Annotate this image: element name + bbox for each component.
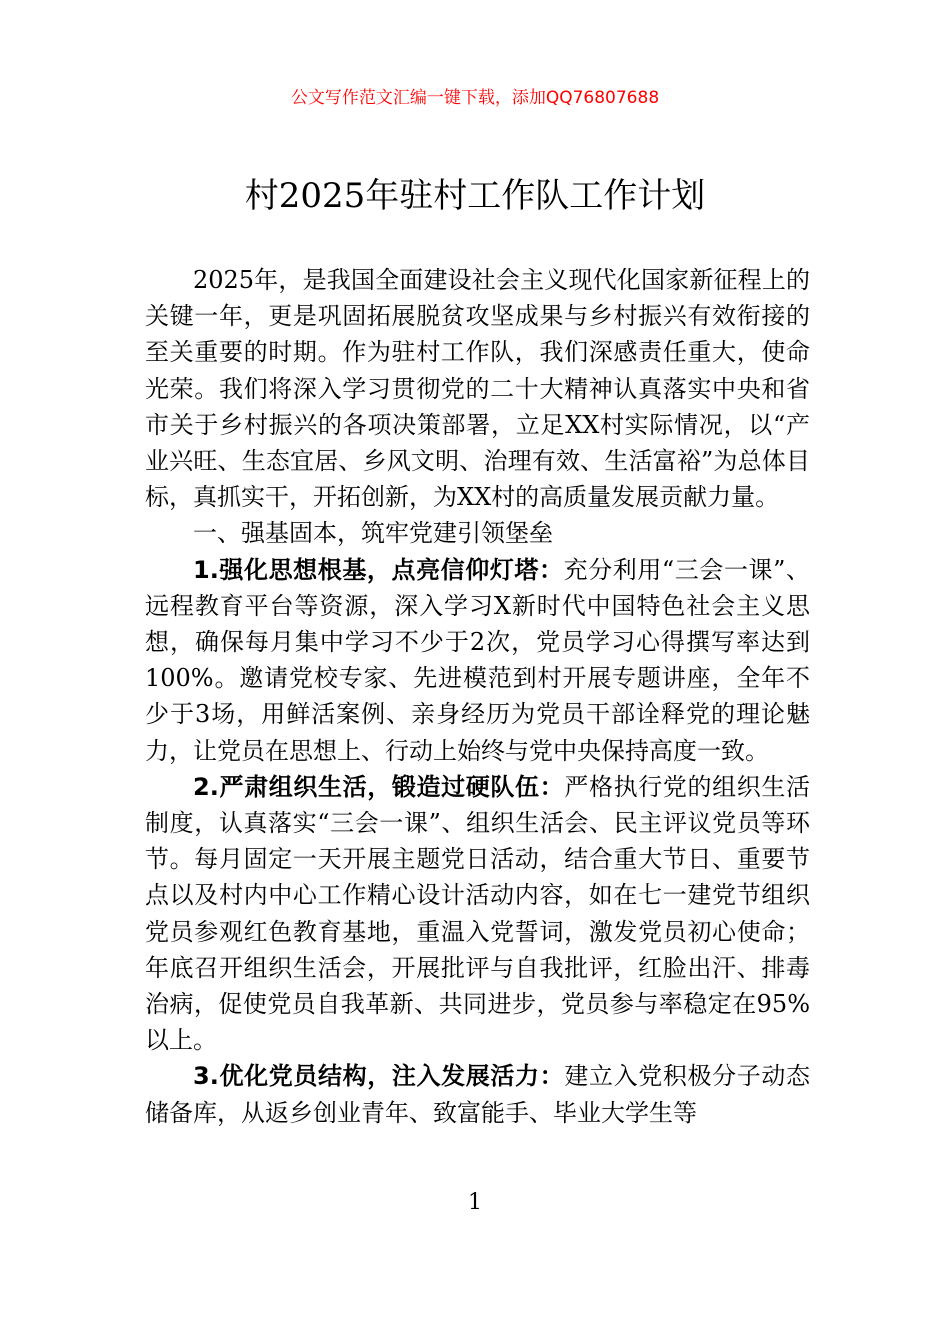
list-item — [145, 769, 810, 1059]
list-item — [145, 1058, 810, 1130]
item-text: 建立入党积极分子动态储备库，从返乡创业青年、致富能手、毕业大学生等 — [145, 1062, 811, 1127]
item-lead: 1.强化思想根基，点亮信仰灯塔： — [193, 555, 564, 584]
section-heading: 一、强基固本，筑牢党建引领堡垒 — [193, 519, 553, 548]
document-title: 村2025年驻村工作队工作计划 — [244, 176, 706, 216]
item-lead: 2.严肃组织生活，锻造过硬队伍： — [193, 772, 565, 801]
page-number: 1 — [468, 1190, 482, 1215]
item-text: 严格执行党的组织生活制度，认真落实“三会一课”、组织生活会、民主评议党员等环节。每月固定一天开展主题党日活动，结合重大节日、重要节点以及村内中心工作精心设计活动内容，如在七一建党节组织党员参观红色教育基地，重温入党誓词，激发党员初心使命；年底召开组织生活会，开展批评与自我批评，红脸出汗、排毒治病，促使党员自我革新、共同进步，党员参与率稳定在95%以上。 — [145, 772, 811, 1055]
list-item — [145, 552, 810, 769]
intro-paragraph: 2025年，是我国全面建设社会主义现代化国家新征程上的关键一年，更是巩固拓展脱贫攻坚成果与乡村振兴有效衔接的至关重要的时期。作为驻村工作队，我们深感责任重大，使命光荣。我们将深入学习贯彻党的二十大精神认真落实中央和省市关于乡村振兴的各项决策部署，立足XX村实际情况，以“产业兴旺、生态宜居、乡风文明、治理有效、生活富裕”为总体目标，真抓实干，开拓创新，为XX村的高质量发展贡献力量。 — [145, 266, 810, 512]
item-text: 充分利用“三会一课”、远程教育平台等资源，深入学习X新时代中国特色社会主义思想，确保每月集中学习不少于2次，党员学习心得撰写率达到100%。邀请党校专家、先进模范到村开展专题讲座，全年不少于3场，用鲜活案例、亲身经历为党员干部诠释党的理论魅力，让党员在思想上、行动上始终与党中央保持高度一致。 — [145, 555, 810, 765]
download-notice: 公文写作范文汇编一键下载，添加QQ76807688 — [290, 88, 660, 108]
document-body — [145, 262, 810, 1131]
item-lead: 3.优化党员结构，注入发展活力： — [193, 1062, 565, 1091]
